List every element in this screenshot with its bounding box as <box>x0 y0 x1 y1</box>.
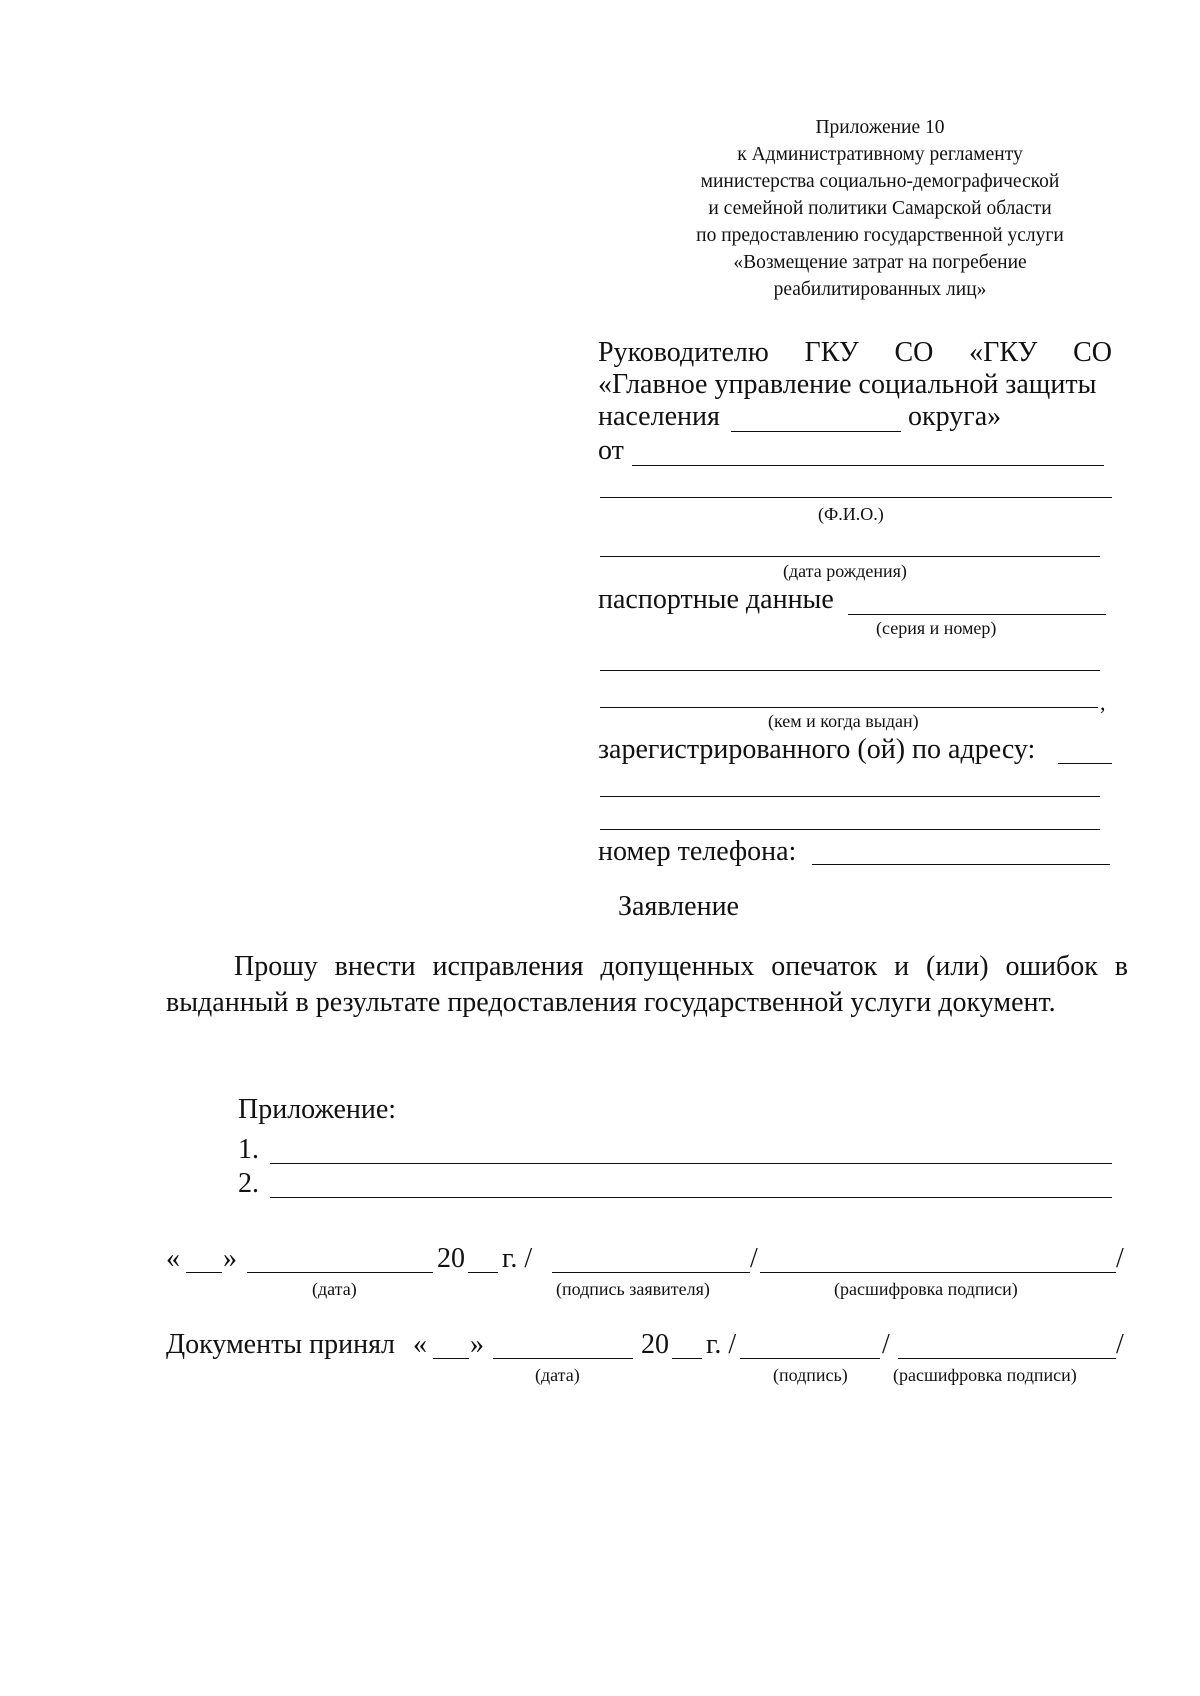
attachment-number-2: 2. <box>238 1168 259 1199</box>
accepted-separator-slash: / <box>882 1329 890 1360</box>
sign-close-quote: » <box>223 1243 237 1274</box>
birth-date-field[interactable] <box>600 556 1100 557</box>
attachment-field-2[interactable] <box>270 1197 1112 1198</box>
sign-year-suffix: г. / <box>502 1243 533 1274</box>
attachment-field-1[interactable] <box>270 1163 1112 1164</box>
comma-mark: , <box>1100 690 1106 715</box>
passport-label: паспортные данные <box>598 584 834 615</box>
birth-date-caption: (дата рождения) <box>783 561 907 581</box>
appendix-header <box>640 114 1120 303</box>
from-label: от <box>598 435 624 466</box>
sign-year-field[interactable] <box>468 1272 498 1273</box>
addressee-line-2: «Главное управление социальной защиты <box>598 369 1097 400</box>
address-field-3[interactable] <box>600 829 1100 830</box>
passport-issued-caption: (кем и когда выдан) <box>768 711 919 731</box>
phone-label: номер телефона: <box>598 836 797 867</box>
accepted-name-caption: (расшифровка подписи) <box>893 1365 1077 1385</box>
applicant-signature-caption: (подпись заявителя) <box>556 1279 710 1299</box>
accepted-day-field[interactable] <box>433 1358 469 1359</box>
accepted-label: Документы принял <box>166 1329 395 1360</box>
fio-field-2[interactable] <box>600 497 1112 498</box>
passport-series-caption: (серия и номер) <box>876 618 997 638</box>
address-field-2[interactable] <box>600 796 1100 797</box>
accepted-open-quote: « <box>413 1329 427 1360</box>
accepted-month-field[interactable] <box>493 1358 633 1359</box>
phone-field[interactable] <box>812 864 1110 865</box>
accepted-year-field[interactable] <box>672 1358 702 1359</box>
passport-issued-field-1[interactable] <box>600 670 1100 671</box>
header-line: и семейной политики Самарской области <box>708 198 1052 219</box>
accepted-date-caption: (дата) <box>535 1365 580 1385</box>
applicant-name-caption: (расшифровка подписи) <box>834 1279 1018 1299</box>
registered-label: зарегистрированного (ой) по адресу: <box>598 734 1036 765</box>
sign-separator-slash: / <box>750 1243 758 1274</box>
sign-month-field[interactable] <box>247 1272 433 1273</box>
applicant-name-field[interactable] <box>760 1272 1116 1273</box>
addressee-district-label: округа» <box>908 401 1002 432</box>
applicant-signature-field[interactable] <box>552 1272 750 1273</box>
sign-day-field[interactable] <box>186 1272 222 1273</box>
addressee-population-label: населения <box>598 401 720 432</box>
statement-body-line-1: Прошу внести исправления допущенных опечаток и (или) ошибок в <box>234 951 1128 982</box>
header-line: «Возмещение затрат на погребение <box>733 252 1027 273</box>
accepted-year-suffix: г. / <box>706 1329 737 1360</box>
passport-issued-field-2[interactable] <box>600 707 1098 708</box>
accepted-close-quote: » <box>470 1329 484 1360</box>
accepted-signature-caption: (подпись) <box>773 1365 848 1385</box>
attachment-number-1: 1. <box>238 1134 259 1165</box>
header-line: министерства социально-демографической <box>700 171 1060 192</box>
statement-title: Заявление <box>618 891 739 922</box>
fio-caption: (Ф.И.О.) <box>818 504 884 524</box>
sign-end-slash: / <box>1116 1243 1124 1274</box>
sign-open-quote: « <box>166 1243 180 1274</box>
fio-field-1[interactable] <box>632 465 1104 466</box>
header-line: Приложение 10 <box>815 117 945 138</box>
header-line: по предоставлению государственной услуги <box>696 225 1064 246</box>
passport-series-field[interactable] <box>848 614 1106 615</box>
accepted-name-field[interactable] <box>898 1358 1116 1359</box>
accepted-year-prefix: 20 <box>641 1329 669 1360</box>
address-field-1[interactable] <box>1058 763 1112 764</box>
addressee-line-1: Руководителю ГКУ СО «ГКУ СО <box>598 337 1112 368</box>
district-field[interactable] <box>731 431 901 432</box>
accepted-signature-field[interactable] <box>740 1358 880 1359</box>
header-line: реабилитированных лиц» <box>773 279 987 300</box>
statement-body-line-2: выданный в результате предоставления государственной услуги документ. <box>166 987 1056 1018</box>
attachments-label: Приложение: <box>238 1094 397 1125</box>
sign-year-prefix: 20 <box>437 1243 465 1274</box>
header-line: к Административному регламенту <box>737 144 1023 165</box>
accepted-end-slash: / <box>1116 1329 1124 1360</box>
sign-date-caption: (дата) <box>312 1279 357 1299</box>
